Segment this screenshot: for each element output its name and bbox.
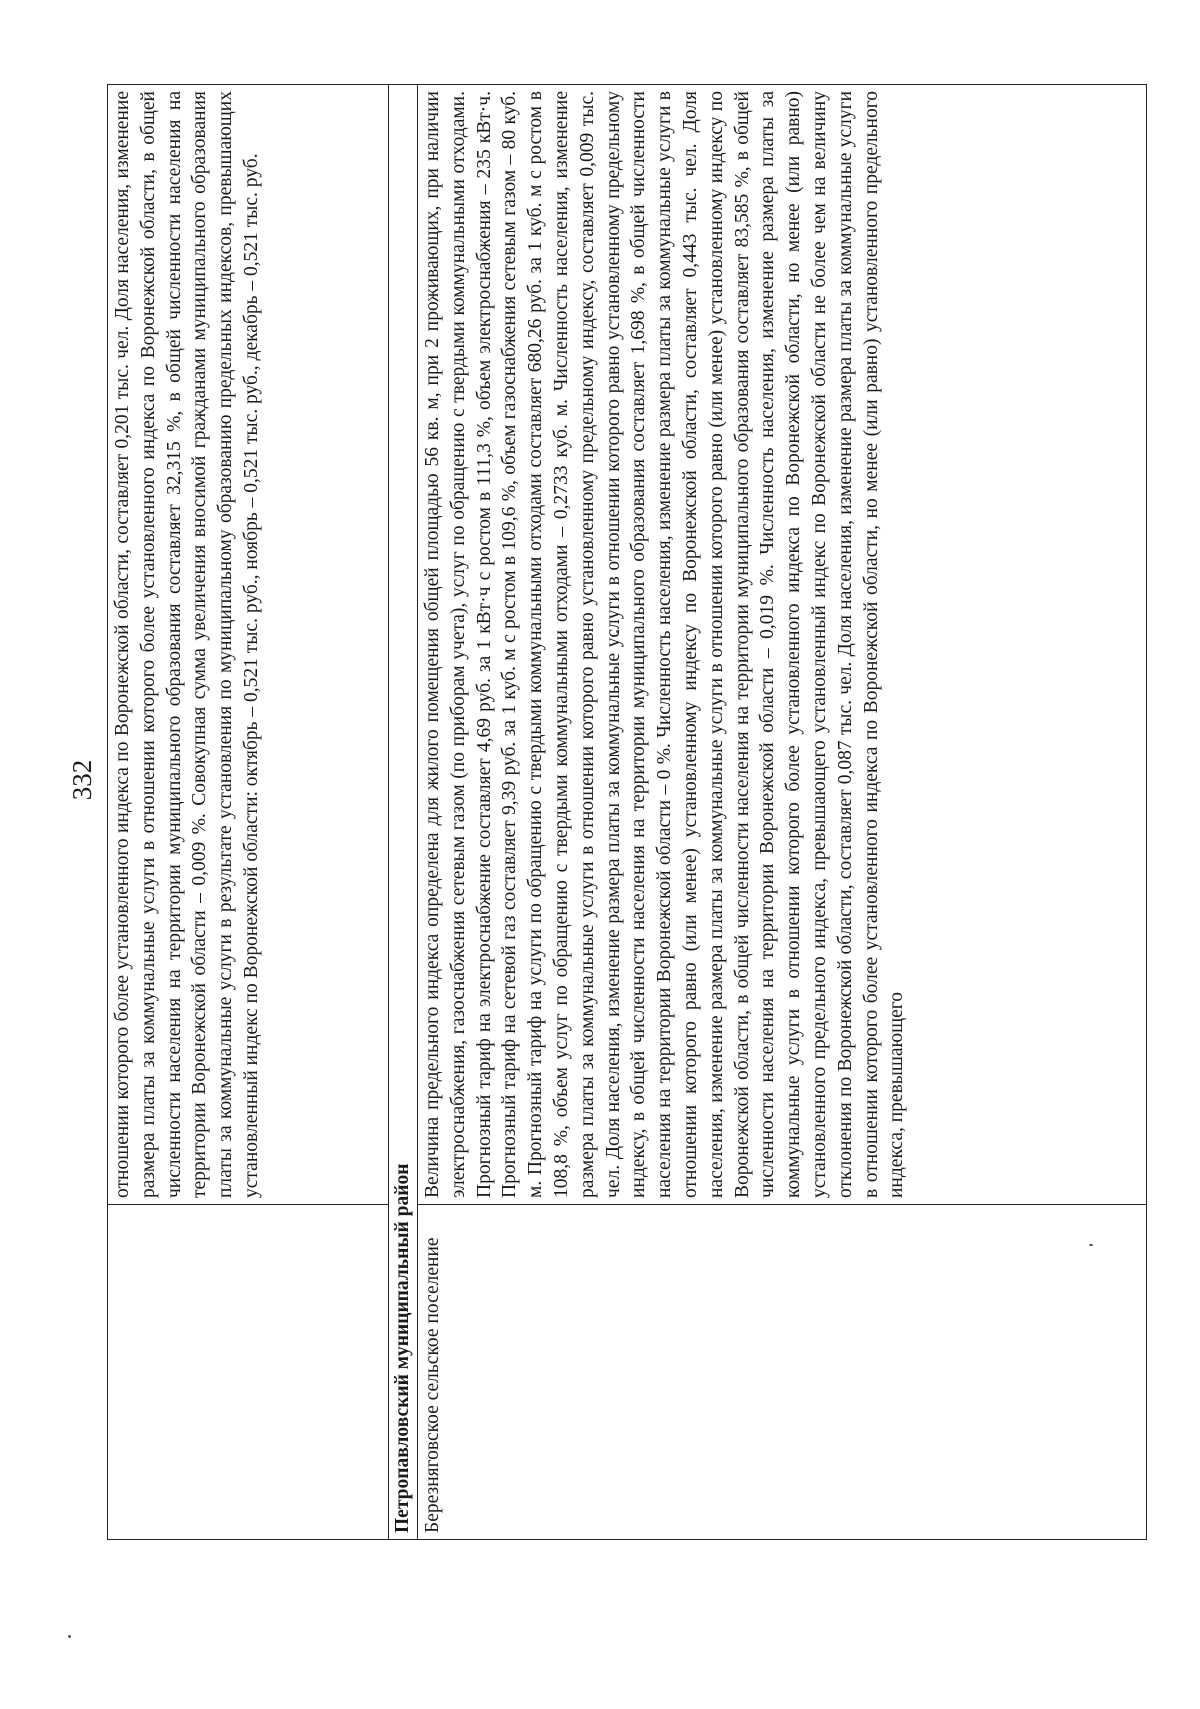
page-number: 332 — [67, 759, 97, 801]
table-row — [108, 85, 389, 1540]
municipality-cell: Березняговское сельское поселение — [418, 1205, 1147, 1540]
description-cell — [108, 85, 389, 1205]
scan-speck — [68, 1635, 71, 1638]
description-cell — [418, 85, 1147, 1205]
description-text: отношении которого более установленного индекса по Воронежской области, составляет 0,201 тыс. чел. Доля населения, изменение размера платы за коммунальные услуги в отношении которого более установленного индекса по Воронежской области, в общей численности населения на территории муниципального образования составляет 32,315 %, в общей численности населения на территории Воронежской области – 0,009 %. Совокупная сумма увеличения вносимой гражданами муниципального образования платы за коммунальные услуги в результате установления по муниципальному образованию предельных индексов, превышающих установленный индекс по Воронежской области: октябрь – 0,521 тыс. руб., ноябрь – 0,521 тыс. руб., декабрь – 0,521 тыс. руб. — [112, 91, 262, 1198]
district-header-row — [389, 85, 418, 1540]
description-text: Величина предельного индекса определена для жилого помещения общей площадью 56 кв. м, при 2 проживающих, при наличии электроснабжения, газоснабжения сетевым газом (по приборам учета), услуг по обращению с твердыми коммунальными отходами. Прогнозный тариф на электроснабжение составляет 4,69 руб. за 1 кВт·ч с ростом в 111,3 %, объем электроснабжения – 235 кВт·ч. Прогнозный тариф на сетевой газ составляет 9,39 руб. за 1 куб. м с ростом в 109,6 %, объем газоснабжения сетевым газом – 80 куб. м. Прогнозный тариф на услуги по обращению с твердыми коммунальными отходами составляет 680,26 руб. за 1 куб. м с ростом в 108,8 %, объем услуг по обращению с твердыми коммунальными отходами – 0,2733 куб. м. Численность населения, изменение размера платы за коммунальные услуги в отношении которого равно установленному предельному индексу, составляет 0,009 тыс. чел. Доля населения, изменение размера платы за коммунальные услуги в отношении которого равно установленному предельному индексу, в общей численности населения на территории муниципального образования составляет 1,698 %, в общей численности населения на территории Воронежской области – 0 %. Численность населения, изменение размера платы за коммунальные услуги в отношении которого равно (или менее) установленному индексу по Воронежской области, составляет 0,443 тыс. чел. Доля населения, изменение размера платы за коммунальные услуги в отношении которого равно (или менее) установленному индексу по Воронежской области, в общей численности населения на территории муниципального образования составляет 83,585 %, в общей численности населения на территории Воронежской области – 0,019 %. Численность населения, изменение размера платы за коммунальные услуги в отношении которого более установленного индекса по Воронежской области, но менее (или равно) установленного предельного индекса, превышающего установленный индекс по Воронежской области не более чем на величину отклонения по Воронежской области, составляет 0,087 тыс. чел. Доля населения, изменение размера платы за коммунальные услуги в отношении которого более установленного индекса по Воронежской области, но менее (или равно) установленного предельного индекса, превышающего — [422, 91, 908, 1198]
rotated-content — [107, 85, 1147, 1540]
district-suffix: район — [392, 1163, 413, 1222]
district-name: Петропавловский муниципальный — [392, 1221, 413, 1533]
district-heading — [389, 85, 418, 1540]
document-table-region — [107, 85, 1147, 1540]
table-row — [418, 85, 1147, 1540]
municipality-cell — [108, 1205, 389, 1540]
indices-table — [107, 84, 1147, 1540]
